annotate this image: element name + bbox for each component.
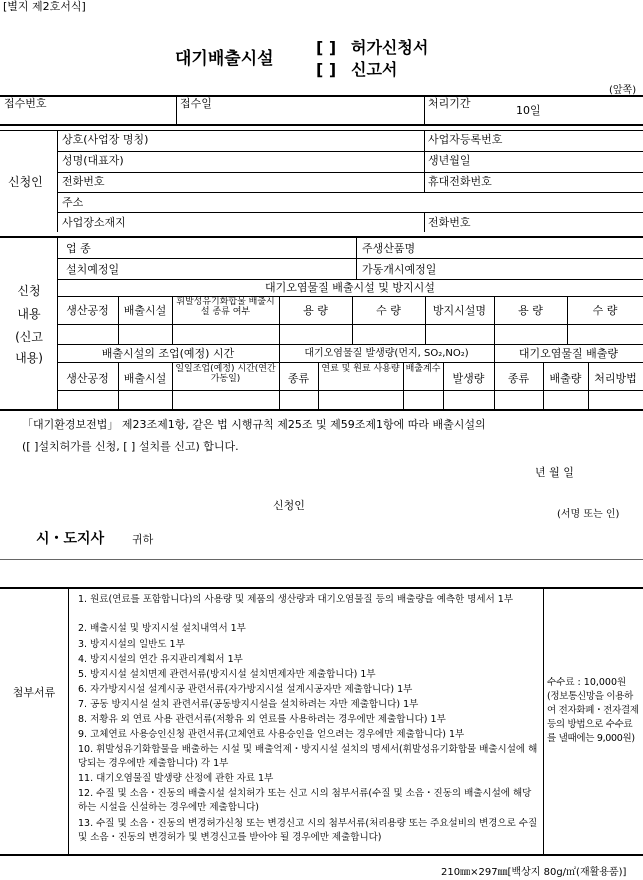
statement-line2: ([ ]설치허가를 신청, [ ] 설치를 신고) 합니다.	[22, 440, 239, 453]
paper-spec: 210㎜×297㎜[백상지 80g/㎡(재활용품)]	[441, 867, 627, 878]
option-report: 신고서	[351, 60, 398, 79]
col-prevention-facility: 방지시설명	[432, 304, 487, 317]
col-prevention-quantity: 수 량	[592, 304, 618, 317]
statement-line1: 「대기환경보전법」 제23조제1항, 같은 법 시행규칙 제25조 및 제59조제1항에 따라 배출시설의	[22, 418, 486, 431]
col2-production-process: 생산공정	[66, 372, 109, 385]
company-name-field[interactable]: 상호(사업장 명칭)	[62, 133, 149, 146]
content-label-line4: 내용)	[15, 351, 43, 365]
col-quantity: 수 량	[376, 304, 401, 317]
attachment-item-13: 13. 수질 및 소음・진동의 변경허가신청 또는 변경신고 시의 첨부서류(처리용량 또는 주요설비의 변경으로 수질 및 소음・진동의 변경허가 및 변경신고를 받아야 될 경우에만 제출합니다)	[78, 818, 538, 843]
col2-emission-type: 종류	[287, 372, 310, 385]
col-prevention-capacity: 용 량	[518, 304, 543, 317]
col2-treatment-method: 처리방법	[594, 372, 637, 385]
receipt-number-label: 접수번호	[4, 97, 47, 110]
birth-date-field[interactable]: 생년월일	[428, 154, 471, 167]
site-phone-field[interactable]: 전화번호	[428, 216, 471, 229]
attachment-item-2: 2. 배출시설 및 방지시설 설치내역서 1부	[78, 623, 246, 634]
operation-start-field[interactable]: 가동개시예정일	[362, 263, 437, 276]
schedule-header: 배출시설의 조업(예정) 시간	[101, 347, 235, 360]
address-field[interactable]: 주소	[62, 196, 84, 209]
recipient-honorific: 귀하	[132, 533, 154, 546]
applicant-sign-label: 신청인	[273, 499, 305, 512]
col2-generation-amount: 발생량	[452, 372, 485, 385]
col-production-process: 생산공정	[66, 304, 109, 317]
col2-discharge-type: 종류	[507, 372, 530, 385]
attachment-item-7: 7. 공동 방지시설 설치 관련서류(공동방지시설을 설치하려는 자만 제출합니다) 1부	[78, 699, 419, 710]
content-label-line2: 내용	[17, 307, 41, 321]
checkbox-report[interactable]: [ ]	[316, 60, 337, 79]
attachment-item-6: 6. 자가방지시설 설계시공 관련서류(자가방지시설 설계시공자만 제출합니다) 1부	[78, 684, 413, 695]
facility-section-header: 대기오염물질 배출시설 및 방지시설	[265, 281, 435, 294]
representative-name-field[interactable]: 성명(대표자)	[62, 154, 124, 167]
col2-emission-factor: 배출계수	[405, 364, 441, 374]
fee-amount: 수수료 : 10,000원	[547, 677, 627, 688]
date-line[interactable]: 년 월 일	[535, 466, 574, 479]
business-reg-number-field[interactable]: 사업자등록번호	[428, 133, 503, 146]
attachment-item-5: 5. 방지시설 설치면제 관련서류(방지시설 설치면제자만 제출합니다) 1부	[78, 669, 376, 680]
discharge-amount-header: 대기오염물질 배출량	[518, 347, 619, 360]
attachment-item-10: 10. 휘발성유기화합물을 배출하는 시설 및 배출억제・방지시설 설치의 명세서(휘발성유기화합물 배출시설에 해당되는 경우에만 제출합니다) 각 1부	[78, 744, 538, 769]
applicant-section-label: 신청인	[8, 175, 43, 189]
col-capacity: 용 량	[303, 304, 328, 317]
col-emission-facility: 배출시설	[123, 304, 167, 317]
attachment-item-9: 9. 고체연료 사용승인신청 관련서류(고체연료 사용승인을 얻으려는 경우에만 제출합니다) 1부	[78, 729, 465, 740]
signature-field[interactable]: (서명 또는 인)	[557, 509, 620, 520]
attachment-item-4: 4. 방지시설의 연간 유지관리계획서 1부	[78, 654, 243, 665]
emission-amount-header: 대기오염물질 발생량(먼지, SO₂,NO₂)	[304, 348, 469, 359]
phone-field[interactable]: 전화번호	[62, 175, 105, 188]
attachment-item-3: 3. 방지시설의 일반도 1부	[78, 639, 185, 650]
mobile-field[interactable]: 휴대전화번호	[428, 175, 492, 188]
attachments-label: 첨부서류	[12, 686, 56, 699]
checkbox-permit[interactable]: [ ]	[316, 38, 337, 57]
col2-discharge-amount: 배출량	[549, 372, 582, 385]
fee-electronic-note: (정보통신망을 이용하여 전자화폐・전자결제 등의 방법으로 수수료를 낼때에는 9,000원)	[547, 691, 639, 744]
attachment-item-8: 8. 저황유 외 연료 사용 관련서류(저황유 외 연료를 사용하려는 경우에만 제출합니다) 1부	[78, 714, 446, 725]
attachment-item-12: 12. 수질 및 소음・진동의 배출시설 설치허가 또는 신고 시의 첨부서류(수질 및 소음・진동의 배출시설에 해당하는 시설을 신설하는 경우에만 제출합니다)	[78, 788, 532, 813]
processing-period-label: 처리기간	[428, 97, 471, 110]
option-permit-application: 허가신청서	[351, 38, 429, 57]
install-date-field[interactable]: 설치예정일	[66, 263, 120, 276]
front-side-label: (앞쪽)	[609, 85, 637, 96]
content-label-line3: (신고	[15, 330, 43, 344]
processing-period-value: 10일	[516, 104, 541, 117]
col2-emission-facility: 배출시설	[123, 372, 167, 385]
industry-field[interactable]: 업 종	[66, 242, 91, 255]
recipient-name: 시・도지사	[36, 531, 105, 547]
main-product-field[interactable]: 주생산품명	[362, 242, 416, 255]
attachment-item-11: 11. 대기오염물질 발생량 산정에 관한 자료 1부	[78, 773, 274, 784]
form-number: [별지 제2호서식]	[3, 0, 86, 13]
col2-daily-operation: 일일조업(예정) 시간(연간 가동일)	[175, 364, 276, 384]
content-label-line1: 신청	[17, 284, 41, 298]
site-address-field[interactable]: 사업장소재지	[62, 216, 126, 229]
form-title: 대기배출시설	[175, 49, 274, 69]
attachment-item-1: 1. 원료(연료를 포함합니다)의 사용량 및 제품의 생산량과 대기오염물질 등의 배출량을 예측한 명세서 1부	[78, 594, 514, 605]
col-voc-facility: 휘발성유기화합물 배출시설 종류 여부	[176, 297, 275, 317]
col2-fuel-usage: 연료 및 원료 사용량	[321, 364, 400, 374]
receipt-date-label: 접수일	[180, 97, 212, 110]
